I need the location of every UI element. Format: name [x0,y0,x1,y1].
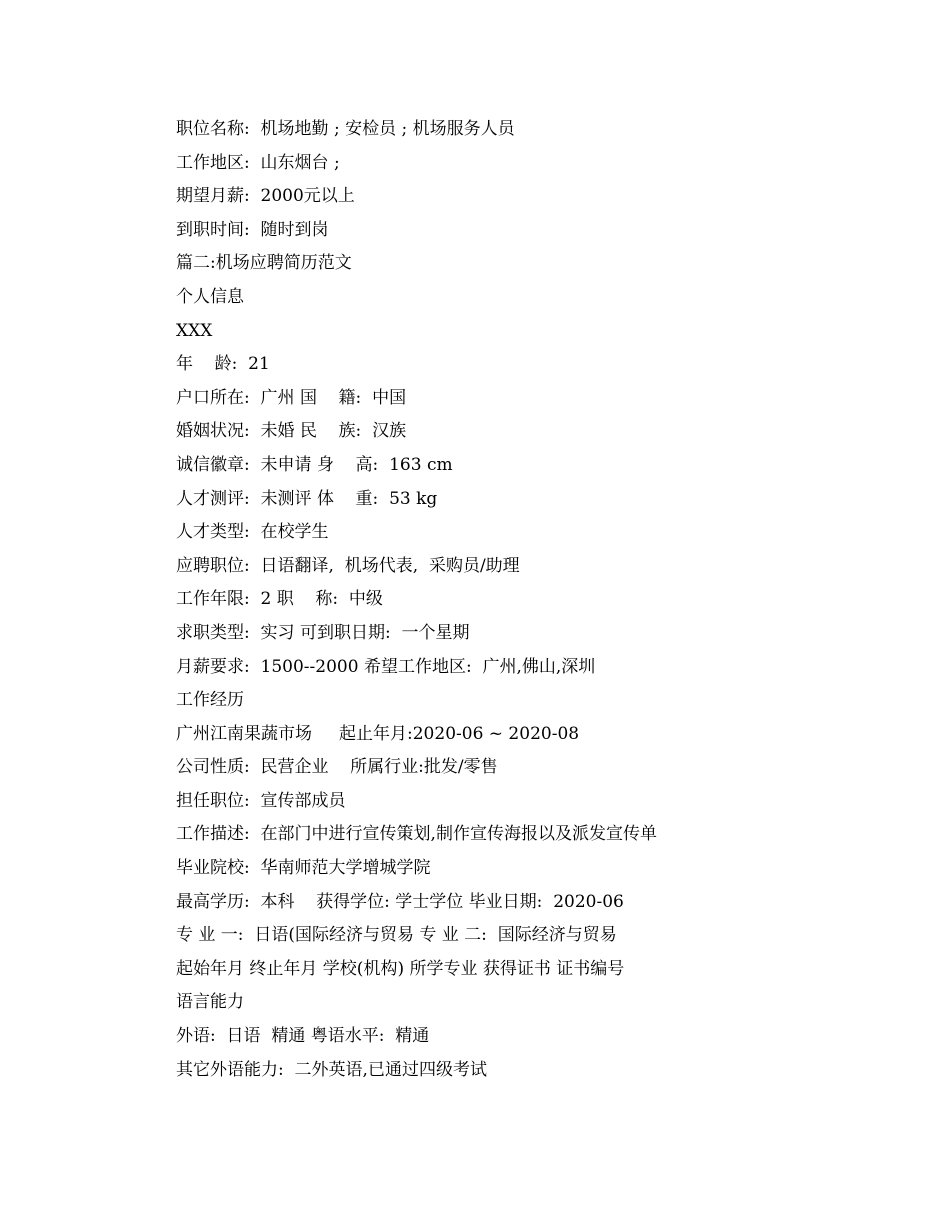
text-line: 求职类型: 实习 可到职日期: 一个星期 [176,622,470,643]
text-line: 应聘职位: 日语翻译, 机场代表, 采购员/助理 [176,555,520,576]
text-line: 公司性质: 民营企业 所属行业:批发/零售 [176,757,498,778]
text-line: 最高学历: 本科 获得学位: 学士学位 毕业日期: 2020-06 [176,891,624,912]
text-line: 期望月薪: 2000元以上 [176,186,355,207]
section-heading: 个人信息 [176,286,244,307]
text-line: 担任职位: 宣传部成员 [176,790,346,811]
section-heading: 语言能力 [176,992,244,1013]
text-line: 工作年限: 2 职 称: 中级 [176,589,383,610]
text-line: 工作地区: 山东烟台 ; [176,152,340,173]
text-line: XXX [176,320,213,341]
text-line: 起始年月 终止年月 学校(机构) 所学专业 获得证书 证书编号 [176,958,625,979]
text-line: 人才类型: 在校学生 [176,522,329,543]
section-heading: 篇二:机场应聘简历范文 [176,253,352,274]
text-line: 户口所在: 广州 国 籍: 中国 [176,387,407,408]
text-line: 工作描述: 在部门中进行宣传策划,制作宣传海报以及派发宣传单 [176,824,657,845]
text-line: 诚信徽章: 未申请 身 高: 163 cm [176,454,453,475]
text-line: 人才测评: 未测评 体 重: 53 kg [176,488,438,509]
text-line: 毕业院校: 华南师范大学增城学院 [176,858,431,879]
text-line: 婚姻状况: 未婚 民 族: 汉族 [176,421,407,442]
section-heading: 工作经历 [176,690,244,711]
text-line: 月薪要求: 1500--2000 希望工作地区: 广州,佛山,深圳 [176,656,596,677]
text-line: 外语: 日语 精通 粤语水平: 精通 [176,1026,430,1047]
text-line: 年 龄: 21 [176,354,270,375]
text-line: 到职时间: 随时到岗 [176,219,329,240]
text-line: 专 业 一: 日语(国际经济与贸易 专 业 二: 国际经济与贸易 [176,925,617,946]
text-line: 职位名称: 机场地勤 ; 安检员 ; 机场服务人员 [176,119,515,139]
text-line: 其它外语能力: 二外英语,已通过四级考试 [176,1059,487,1080]
text-line: 广州江南果蔬市场 起止年月:2020-06 ~ 2020-08 [176,723,580,744]
